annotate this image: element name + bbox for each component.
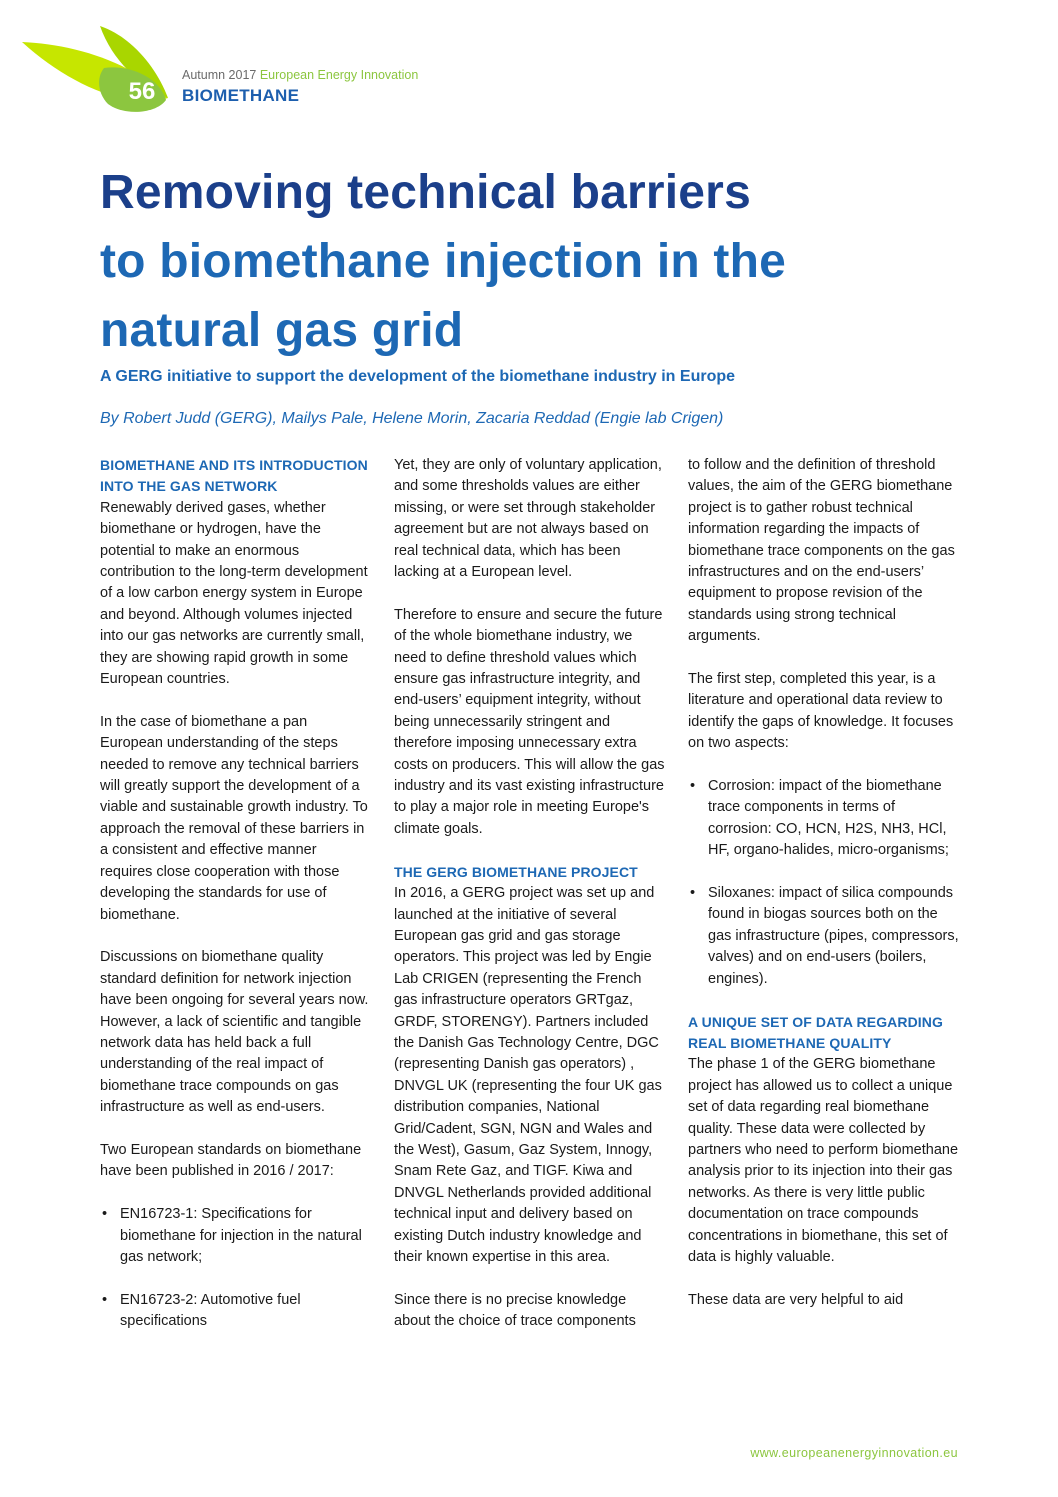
title-line-3: natural gas grid bbox=[100, 304, 464, 357]
issue-line bbox=[182, 68, 418, 82]
article-column-1 bbox=[100, 455, 372, 1354]
footer-website-link[interactable]: www.europeanenergyinnovation.eu bbox=[750, 1446, 958, 1460]
section-label: BIOMETHANE bbox=[182, 86, 300, 105]
page-number: 56 bbox=[128, 78, 156, 105]
title-line-2: to biomethane injection in the bbox=[100, 235, 787, 288]
article-byline: By Robert Judd (GERG), Mailys Pale, Helene Morin, Zacaria Reddad (Engie lab Crigen) bbox=[100, 410, 724, 427]
section-heading: THE GERG BIOMETHANE PROJECT bbox=[394, 863, 638, 880]
bullet-list bbox=[688, 776, 960, 990]
section-heading: BIOMETHANE AND ITS INTRODUCTION INTO THE GAS NETWORK bbox=[100, 457, 368, 495]
issue-date: Autumn 2017 bbox=[182, 68, 257, 82]
list-item: • EN16723-1: Specifications for biomethane for injection in the natural gas network; bbox=[100, 1204, 372, 1268]
paragraph: Since there is no precise knowledge about the choice of trace components bbox=[394, 1291, 636, 1330]
list-item: • Corrosion: impact of the biomethane trace components in terms of corrosion: CO, HCN, H2S, NH3, HCl, HF, organo-halides, micro-organisms; bbox=[688, 776, 960, 862]
section-heading: A UNIQUE SET OF DATA REGARDING REAL BIOMETHANE QUALITY bbox=[688, 1013, 943, 1051]
paragraph: Yet, they are only of voluntary application, and some thresholds values are either missing, or were set through stakeholder agreement but are not always based on real technical data, which has been lacking at a European level. bbox=[394, 457, 662, 581]
paragraph: In 2016, a GERG project was set up and launched at the initiative of several European gas grid and gas storage operators. This project was led by Engie Lab CRIGEN (representing the French gas infrastructure operators GRTgaz, GRDF, STORENGY). Partners included the Danish Gas Technology Centre, DGC (representing Danish gas operators) , DNVGL UK (representing the four UK gas distribution companies, National Grid/Cadent, SGN, NGN and Wales and the West), Gasum, Gaz System, Innogy, Snam Rete Gaz, and TIGF. Kiwa and DNVGL Netherlands provided additional technical input and delivery based on existing Dutch industry knowledge and their known expertise in this area. bbox=[394, 885, 662, 1265]
paragraph: Two European standards on biomethane have been published in 2016 / 2017: bbox=[100, 1141, 362, 1180]
paragraph: These data are very helpful to aid bbox=[688, 1291, 904, 1308]
article-subtitle: A GERG initiative to support the development of the biomethane industry in Europe bbox=[100, 368, 736, 385]
list-item: • EN16723-2: Automotive fuel specifications bbox=[100, 1290, 372, 1333]
article-title bbox=[100, 158, 1000, 365]
article-column-3 bbox=[688, 455, 960, 1333]
title-line-1: Removing technical barriers bbox=[100, 166, 751, 219]
paragraph: The first step, completed this year, is a literature and operational data review to identify the gaps of knowledge. It focuses on two aspects: bbox=[688, 671, 954, 752]
magazine-name: European Energy Innovation bbox=[259, 68, 419, 82]
article-column-2 bbox=[394, 455, 666, 1354]
bullet-list bbox=[100, 1204, 372, 1332]
paragraph: Therefore to ensure and secure the future of the whole biomethane industry, we need to define threshold values which ensure gas infrastructure integrity, and end-users’ equipment integrity, without being unnecessarily stringent and therefore imposing unnecessary extra costs on producers. This will allow the gas industry and its vast existing infrastructure to play a major role in meeting Europe's climate goals. bbox=[394, 606, 665, 837]
paragraph: In the case of biomethane a pan European understanding of the steps needed to remove any technical barriers will greatly support the development of a viable and sustainable growth industry. To approach the removal of these barriers in a consistent and effective manner requires close cooperation with those developing the standards for use of biomethane. bbox=[100, 713, 368, 923]
paragraph: Discussions on biomethane quality standard definition for network injection have been ongoing for several years now. However, a lack of scientific and tangible network data has held back a full understanding of the real impact of biomethane trace compounds on gas infrastructure as well as end-users. bbox=[100, 949, 369, 1116]
paragraph: Renewably derived gases, whether biomethane or hydrogen, have the potential to make an enormous contribution to the long-term development of a low carbon energy system in Europe and beyond. Although volumes injected into our gas networks are currently small, they are showing rapid growth in some European countries. bbox=[100, 499, 368, 688]
paragraph: to follow and the definition of threshold values, the aim of the GERG biomethane project is to gather robust technical information regarding the impacts of biomethane trace components on the gas infrastructures and on the end-users’ equipment to propose revision of the standards using strong technical arguments. bbox=[688, 457, 955, 645]
paragraph: The phase 1 of the GERG biomethane project has allowed us to collect a unique set of data regarding real biomethane quality. These data were collected by partners who need to perform biomethane analysis prior to its injection into their gas networks. As there is very little public documentation on trace compounds concentrations in biomethane, this set of data is highly valuable. bbox=[688, 1056, 959, 1265]
list-item: • Siloxanes: impact of silica compounds found in biogas sources both on the gas infrastructure (pipes, compressors, valves) and on end-users (boilers, engines). bbox=[688, 883, 960, 990]
